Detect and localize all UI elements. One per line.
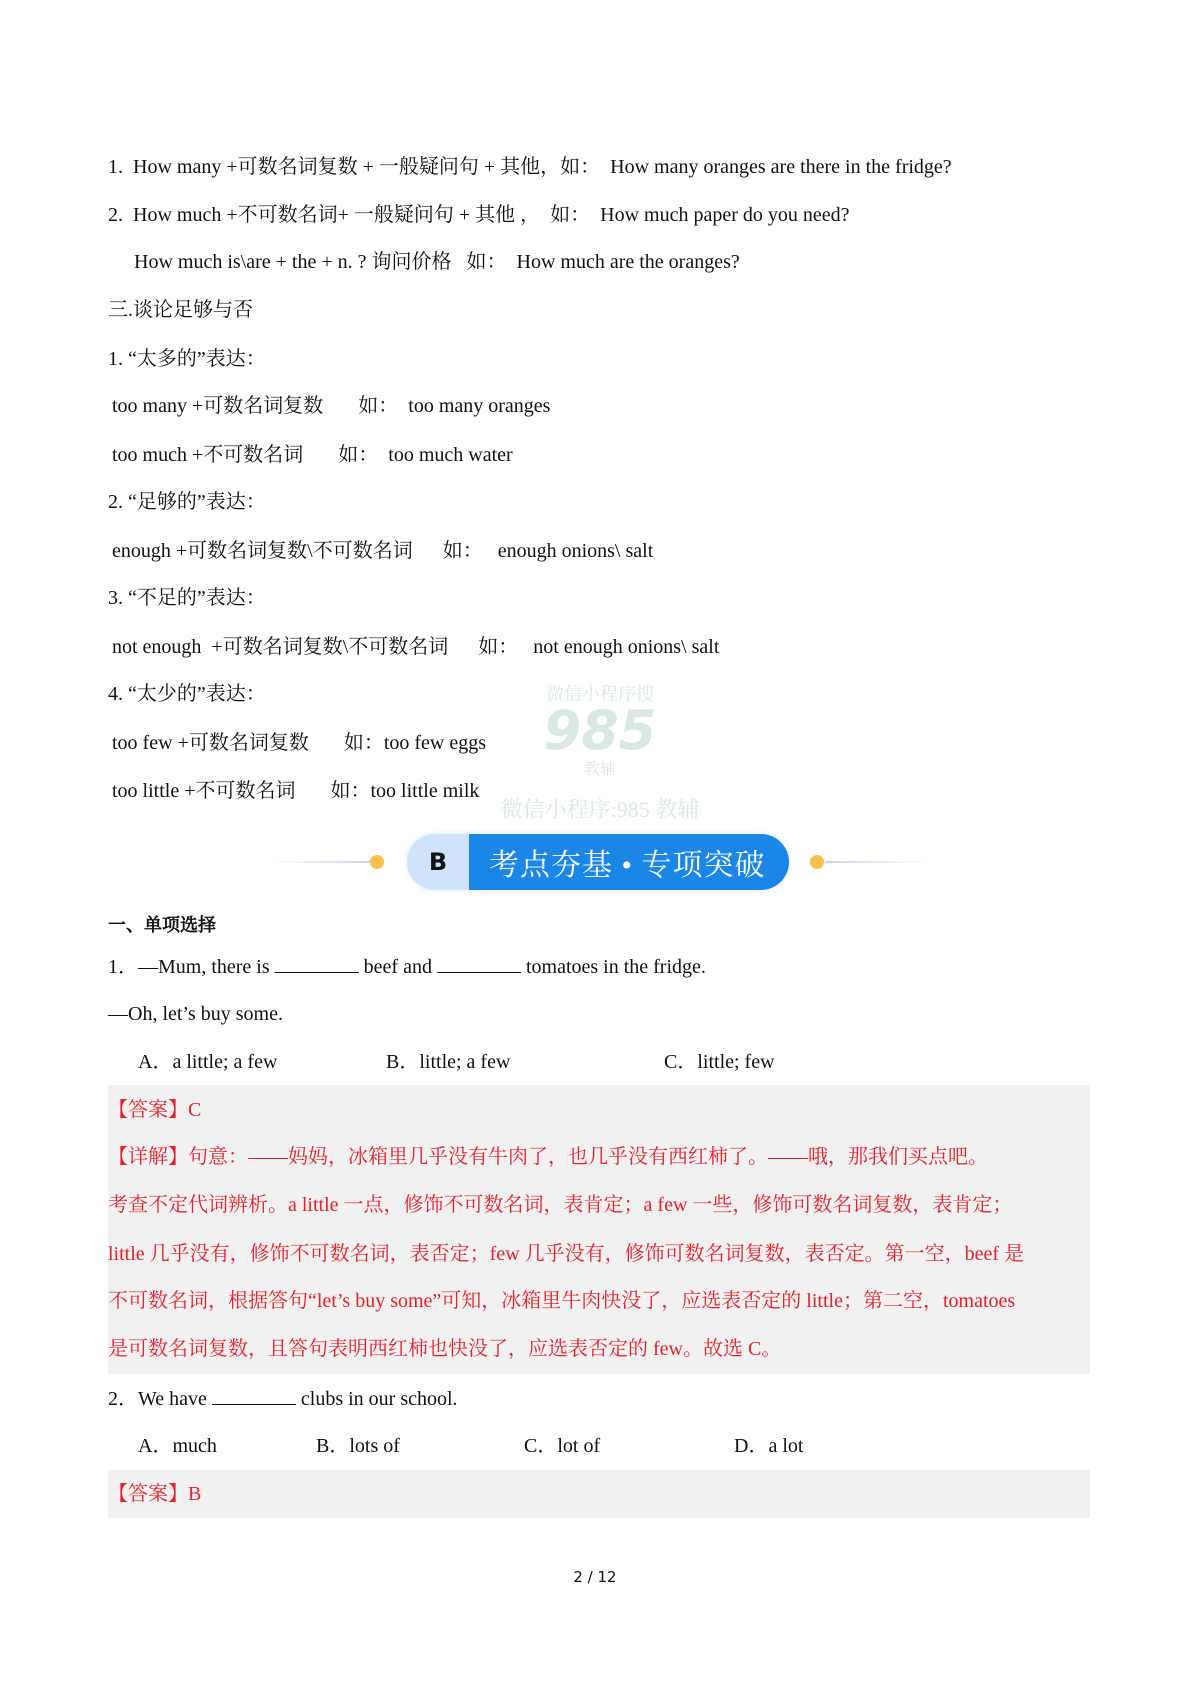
question-text: 1．—Mum, there is <box>108 956 275 978</box>
note-line: too many +可数名词复数 如： too many oranges <box>112 395 551 417</box>
banner-pill <box>407 834 789 890</box>
option-a: A．much <box>138 1435 217 1457</box>
dot-icon <box>810 855 824 869</box>
question-text: beef and <box>358 956 437 978</box>
divider <box>270 861 370 863</box>
note-line: 2. How much +不可数名词+ 一般疑问句 + 其他 ， 如： How much paper do you need? <box>108 204 850 226</box>
watermark <box>490 680 710 824</box>
dot-icon <box>370 855 384 869</box>
note-line: 4. “太少的”表达： <box>108 683 266 705</box>
option-c: C．lot of <box>524 1435 601 1457</box>
note-line: 3. “不足的”表达： <box>108 587 266 609</box>
note-line: 1. “太多的”表达： <box>108 348 266 370</box>
note-line: 2. “足够的”表达： <box>108 491 266 513</box>
watermark-logo: 985 <box>543 699 657 762</box>
section-banner <box>270 832 930 892</box>
note-line: not enough +可数名词复数\不可数名词 如： not enough onions\ salt <box>112 636 720 658</box>
answer: 【答案】B <box>108 1483 202 1505</box>
question-text: clubs in our school. <box>295 1388 458 1410</box>
explanation-line: 考查不定代词辨析。a little 一点，修饰不可数名词，表肯定；a few 一些，修饰可数名词复数，表肯定； <box>108 1194 1013 1216</box>
explanation-line: 【详解】句意：——妈妈，冰箱里几乎没有牛肉了，也几乎没有西红柿了。——哦，那我们买点吧。 <box>108 1146 988 1168</box>
explanation-line: 不可数名词，根据答句“let’s buy some”可知，冰箱里牛肉快没了，应选表否定的 little；第二空，tomatoes <box>108 1290 1016 1312</box>
option-d: D．a lot <box>734 1435 804 1457</box>
page-number: 2 / 12 <box>573 1568 617 1586</box>
answer-box <box>108 1085 1090 1374</box>
answer-box <box>108 1470 1090 1518</box>
answer-blank <box>437 954 521 973</box>
explanation-line: 是可数名词复数，且答句表明西红柿也快没了，应选表否定的 few。故选 C。 <box>108 1338 782 1360</box>
option-c: C．little; few <box>664 1051 775 1073</box>
note-line: enough +可数名词复数\不可数名词 如： enough onions\ salt <box>112 540 654 562</box>
question-reply: —Oh, let’s buy some. <box>108 1003 283 1025</box>
option-b: B．lots of <box>316 1435 400 1457</box>
option-a: A．a little; a few <box>138 1051 278 1073</box>
note-line: too little +不可数名词 如：too little milk <box>112 780 480 802</box>
divider <box>825 861 930 863</box>
note-line: too few +可数名词复数 如：too few eggs <box>112 732 487 754</box>
question-1 <box>108 952 706 982</box>
question-text: 2．We have <box>108 1388 212 1410</box>
question-text: tomatoes in the fridge. <box>520 956 706 978</box>
option-b: B．little; a few <box>386 1051 511 1073</box>
watermark-text: 教辅 <box>583 761 616 778</box>
note-line: 1. How many +可数名词复数 + 一般疑问句 + 其他，如： How many oranges are there in the fridge? <box>108 156 952 178</box>
answer-blank <box>275 954 359 973</box>
question-2 <box>108 1384 458 1414</box>
note-line: How much is\are + the + n. ? 询问价格 如： How much are the oranges? <box>134 251 740 273</box>
answer: 【答案】C <box>108 1099 202 1121</box>
watermark-text: 微信小程序搜 <box>546 684 654 704</box>
section-title: 一、单项选择 <box>108 915 216 936</box>
section-heading: 三.谈论足够与否 <box>108 299 253 321</box>
note-line: too much +不可数名词 如： too much water <box>112 444 513 466</box>
banner-title: 考点夯基 • 专项突破 <box>469 834 789 890</box>
banner-letter: B <box>407 834 469 890</box>
watermark-text: 微信小程序:985 教辅 <box>500 797 700 822</box>
answer-blank <box>212 1386 296 1405</box>
explanation-line: little 几乎没有，修饰不可数名词，表否定；few 几乎没有，修饰可数名词复数，表否定。第一空，beef 是 <box>108 1243 1025 1265</box>
